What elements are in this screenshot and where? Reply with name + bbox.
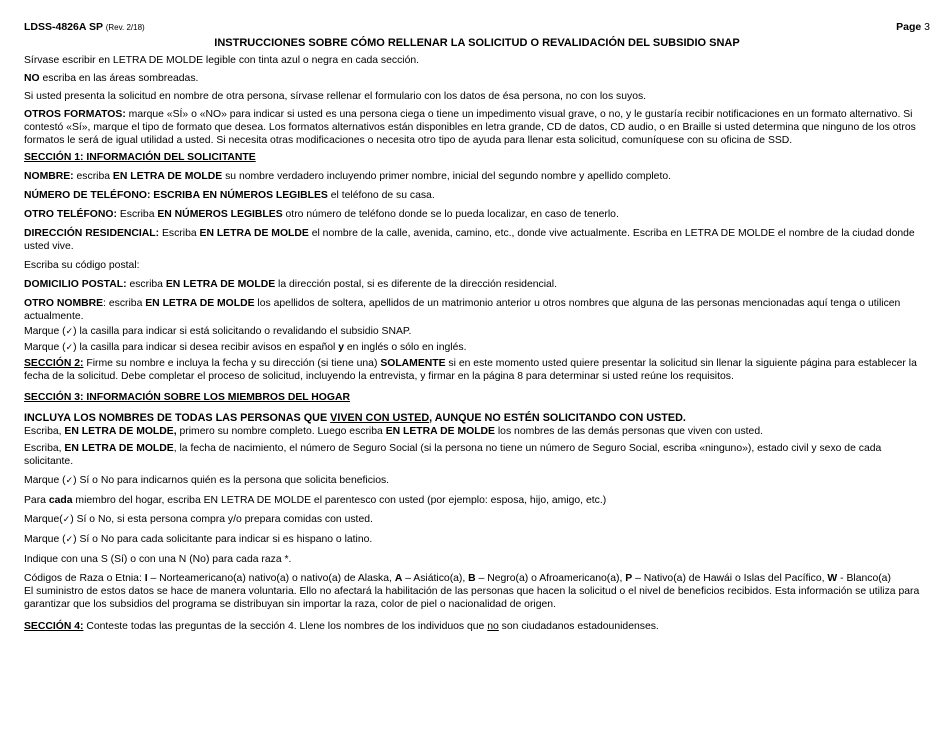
checkmark-icon: ✓ (65, 476, 74, 486)
section2-paragraph (24, 357, 930, 383)
s2-post: si en este momento usted quiere presentar la solicitud sin llenar la siguiente página para establecer la fecha de la solicitud. Debe completar el proceso de solicitud, incluyendo la entrevista, y firmar en la página 8 para determinar si usted reúne los requisitos. (24, 358, 917, 382)
address-post: el nombre de la calle, avenida, camino, etc., donde vive actualmente. Escriba en LETRA DE MOLDE el nombre de la ciudad donde usted vive. (24, 228, 915, 252)
include-pre: INCLUYA LOS NOMBRES DE TODAS LAS PERSONAS QUE (24, 412, 331, 424)
s1-mailing (24, 278, 930, 291)
checkmark-icon: ✓ (65, 343, 74, 353)
intro-print-legibly: Sírvase escribir en LETRA DE MOLDE legible con tinta azul o negra en cada sección. (24, 55, 420, 66)
intro-no-rest: escriba en las áreas sombreadas. (39, 73, 199, 84)
page-header (24, 20, 930, 36)
mailing-pre: escriba (126, 279, 166, 290)
include-post: , AUNQUE NO ESTÉN SOLICITANDO CON USTED. (429, 412, 686, 424)
intro-shaded-areas (24, 72, 930, 85)
code-b: B (468, 573, 476, 584)
code-w-text: - Blanco(a) (837, 573, 891, 584)
l1-post: los nombres de las demás personas que viven con usted. (494, 426, 763, 437)
checkmark-icon: ✓ (62, 515, 71, 525)
l4-bold: cada (48, 495, 73, 506)
mark2-pre: Marque ( (24, 342, 66, 353)
intro-no-bold: NO (24, 73, 40, 84)
s1-mark-applying (24, 325, 930, 339)
other-phone-post: otro número de teléfono donde se lo pueda localizar, en caso de tenerlo. (282, 209, 619, 220)
s1-address (24, 227, 930, 253)
l4-post: miembro del hogar, escriba EN LETRA DE MOLDE el parentesco con usted (por ejemplo: esposa, hijo, amigo, etc.) (72, 495, 607, 506)
section1-heading: SECCIÓN 1: INFORMACIÓN DEL SOLICITANTE (24, 152, 256, 163)
s4-underline: no (487, 621, 499, 632)
other-name-bold: EN LETRA DE MOLDE (145, 298, 255, 309)
code-p-text: – Nativo(a) de Hawái o Islas del Pacífico, (632, 573, 828, 584)
s1-other-name (24, 297, 930, 323)
page-title: INSTRUCCIONES SOBRE CÓMO RELLENAR LA SOLICITUD O REVALIDACIÓN DEL SUBSIDIO SNAP (214, 37, 740, 49)
s1-name (24, 170, 930, 183)
name-post: su nombre verdadero incluyendo primer nombre, inicial del segundo nombre y apellido completo. (222, 171, 671, 182)
s3-line-race: Indique con una S (Sí) o con una N (No) para cada raza *. (24, 554, 292, 565)
other-phone-pre: Escriba (116, 209, 158, 220)
mark1-pre: Marque ( (24, 326, 66, 337)
section3-heading: SECCIÓN 3: INFORMACIÓN SOBRE LOS MIEMBROS DEL HOGAR (24, 392, 350, 403)
address-pre: Escriba (159, 228, 200, 239)
address-bold: EN LETRA DE MOLDE (199, 228, 309, 239)
l4-pre: Para (24, 495, 49, 506)
l1-mid: primero su nombre completo. Luego escriba (176, 426, 386, 437)
page-label: Page (896, 21, 922, 33)
l1-pre: Escriba, (24, 426, 65, 437)
mark2-bold: y (338, 342, 344, 353)
page-number (896, 21, 930, 34)
s1-phone (24, 189, 930, 202)
s4-pre: Conteste todas las preguntas de la sección 4. Llene los nombres de los individuos que (83, 621, 488, 632)
l1-bold1: EN LETRA DE MOLDE, (64, 426, 177, 437)
code-b-text: – Negro(a) o Afroamericano(a), (475, 573, 626, 584)
document-page (24, 20, 930, 633)
s3-line-hispanic (24, 533, 930, 547)
code-i-text: – Norteamericano(a) nativo(a) o nativo(a) de Alaska, (147, 573, 395, 584)
intro-other-formats (24, 108, 930, 147)
other-phone-bold: EN NÚMEROS LEGIBLES (157, 209, 283, 220)
section2-heading: SECCIÓN 2: (24, 358, 84, 369)
l1-bold2: EN LETRA DE MOLDE (385, 426, 495, 437)
l6-pre: Marque ( (24, 534, 66, 545)
s4-post: son ciudadanos estadounidenses. (498, 621, 659, 632)
mailing-label: DOMICILIO POSTAL: (24, 279, 127, 290)
intro-on-behalf: Si usted presenta la solicitud en nombre de otra persona, sírvase rellenar el formulario con los datos de ésa persona, no con los suyos. (24, 91, 647, 102)
other-phone-label: OTRO TELÉFONO: (24, 209, 117, 220)
include-underline: VIVEN CON USTED (330, 412, 430, 424)
name-label: NOMBRE: (24, 171, 74, 182)
s1-zip: Escriba su código postal: (24, 260, 140, 271)
checkmark-icon: ✓ (65, 327, 74, 337)
form-id-text: LDSS-4826A SP (24, 21, 103, 33)
other-name-post: los apellidos de soltera, apellidos de un matrimonio anterior u otros nombres que alguna de las personas mencionadas aquí tenga o utilicen actualmente. (24, 298, 901, 322)
checkmark-icon: ✓ (65, 535, 74, 545)
s3-line-dob (24, 442, 930, 468)
code-a-text: – Asiático(a), (402, 573, 469, 584)
s3-voluntary: El suministro de estos datos se hace de manera voluntaria. Ello no afectará la habilitación de las personas que hacen la solicitud o el nivel de beneficios recibidos. Esta información se utiliza para garantizar que los subsidios del programa se distribuyan sin importar la raza, color de piel o nacionalidad de origen. (24, 586, 920, 610)
form-id (24, 21, 145, 34)
mark2-mid: ) la casilla para indicar si desea recibir avisos en español (73, 342, 339, 353)
l2-bold: EN LETRA DE MOLDE (64, 443, 174, 454)
mailing-post: la dirección postal, si es diferente de la dirección residencial. (275, 279, 557, 290)
page-number-value: 3 (924, 21, 930, 33)
s3-line-meals (24, 513, 930, 527)
phone-post: el teléfono de su casa. (327, 190, 435, 201)
s3-line-names (24, 425, 930, 438)
other-name-label: OTRO NOMBRE (24, 298, 104, 309)
other-formats-text: marque «SÍ» o «NO» para indicar si usted es una persona ciega o tiene un impedimento visual grave, o no, y le gustaría recibir notificaciones en un formato alternativo. Si contestó «Sí», marque el tipo de formato que desea. Los formatos alternativos están disponibles en letra grande, CD de datos, CD audio, o en Braille si usted determina que ninguno de los otros formatos le será de igual utilidad a usted. Si necesita otras modificaciones o necesita otro tipo de ayuda para llenar esta solicitud, comuníquese con su oficina de SSD. (24, 109, 916, 146)
address-label: DIRECCIÓN RESIDENCIAL: (24, 228, 160, 239)
form-revision: (Rev. 2/18) (105, 23, 145, 32)
other-name-pre: : escriba (103, 298, 146, 309)
l3-post: ) Sí o No para indicarnos quién es la persona que solicita beneficios. (73, 475, 390, 486)
l6-post: ) Sí o No para cada solicitante para indicar si es hispano o latino. (73, 534, 373, 545)
other-formats-label: OTROS FORMATOS: (24, 109, 126, 120)
s2-bold: SOLAMENTE (380, 358, 446, 369)
l2-pre: Escriba, (24, 443, 65, 454)
code-a: A (394, 573, 403, 584)
name-pre: escriba (73, 171, 113, 182)
code-p: P (625, 573, 633, 584)
s1-mark-language (24, 341, 930, 355)
s1-other-phone (24, 208, 930, 221)
l3-pre: Marque ( (24, 475, 66, 486)
mailing-bold: EN LETRA DE MOLDE (165, 279, 276, 290)
mark2-post: en inglés o sólo en inglés. (344, 342, 467, 353)
phone-label: NÚMERO DE TELÉFONO: ESCRIBA EN NÚMEROS LEGIBLES (24, 190, 328, 201)
code-i: I (144, 573, 148, 584)
mark1-post: ) la casilla para indicar si está solicitando o revalidando el subsidio SNAP. (73, 326, 412, 337)
codes-pre: Códigos de Raza o Etnia: (24, 573, 145, 584)
code-w: W (827, 573, 838, 584)
s3-line-applicant (24, 474, 930, 488)
l5-pre: Marque( (24, 514, 63, 525)
section4-heading: SECCIÓN 4: (24, 621, 84, 632)
l2-post: , la fecha de nacimiento, el número de Seguro Social (si la persona no tiene un número de Seguro Social, escriba «ninguno»), estado civil y sexo de cada solicitante. (24, 443, 882, 467)
s3-include-all (24, 412, 930, 425)
l5-post: ) Sí o No, si esta persona compra y/o prepara comidas con usted. (70, 514, 373, 525)
s3-race-codes (24, 572, 930, 585)
name-bold: EN LETRA DE MOLDE (112, 171, 223, 182)
s2-pre: Firme su nombre e incluya la fecha y su dirección (si tiene una) (83, 358, 381, 369)
section4-paragraph (24, 620, 930, 633)
s3-line-relationship (24, 494, 930, 507)
